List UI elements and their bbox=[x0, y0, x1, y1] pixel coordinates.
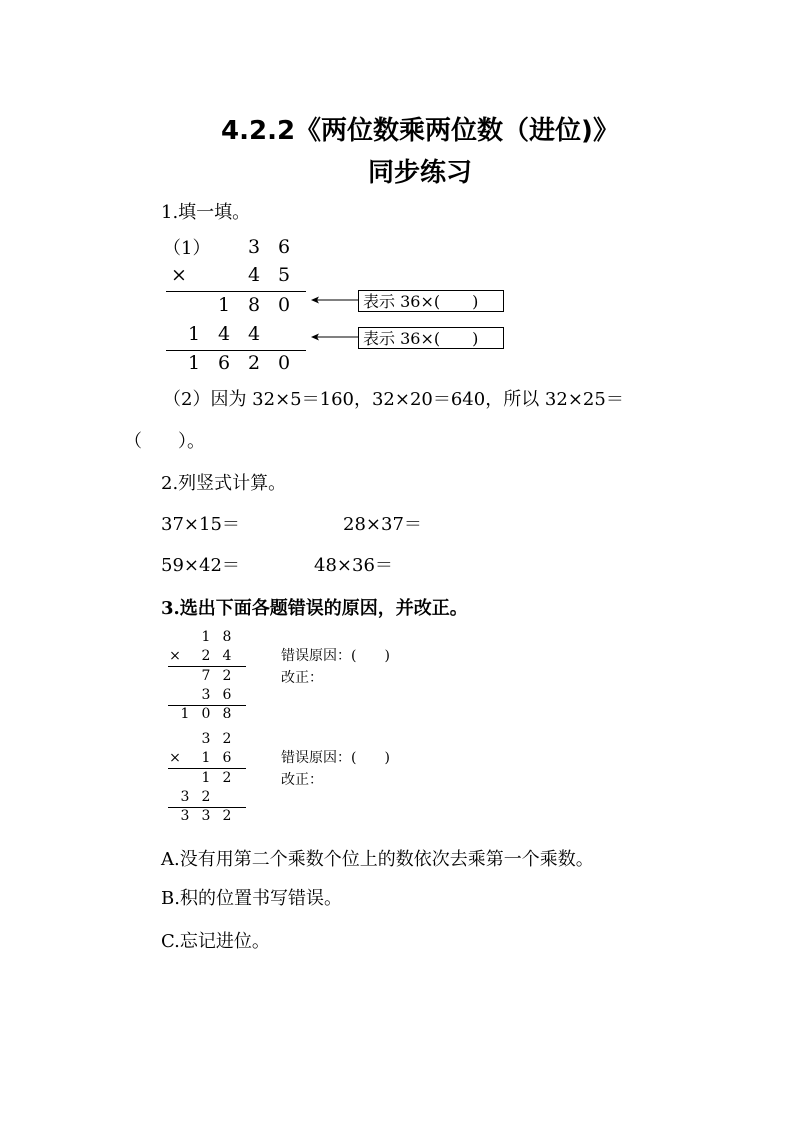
problem: 48×36＝ bbox=[314, 555, 393, 576]
problem: 37×15＝ bbox=[161, 514, 240, 535]
digit: 3 bbox=[201, 687, 211, 703]
partial2-digit: 1 bbox=[187, 323, 201, 345]
digit: 2 bbox=[222, 668, 232, 684]
digit: 4 bbox=[222, 648, 232, 664]
digit: 3 bbox=[201, 808, 211, 824]
problem: 28×37＝ bbox=[343, 514, 422, 535]
product-digit: 6 bbox=[217, 352, 231, 374]
digit: 6 bbox=[222, 750, 232, 766]
digit: 3 bbox=[180, 808, 190, 824]
arrow-left-icon bbox=[310, 331, 360, 343]
digit: 1 bbox=[180, 706, 190, 722]
product-digit: 2 bbox=[247, 352, 261, 374]
digit: 3 bbox=[180, 789, 190, 805]
section2-heading: 2.列竖式计算。 bbox=[161, 473, 287, 494]
reason-label: 错误原因：( ) bbox=[281, 750, 390, 766]
digit: 7 bbox=[201, 668, 211, 684]
part2-question-line2: （ ）。 bbox=[124, 431, 205, 452]
digit: 8 bbox=[222, 706, 232, 722]
digit: 1 bbox=[201, 629, 211, 645]
digit: 0 bbox=[201, 706, 211, 722]
partial2-digit: 4 bbox=[247, 323, 261, 345]
times-sign: × bbox=[171, 264, 187, 286]
digit: 6 bbox=[222, 687, 232, 703]
result-line-2 bbox=[166, 350, 306, 351]
option-b: B.积的位置书写错误。 bbox=[161, 888, 342, 909]
reason-label: 错误原因：( ) bbox=[281, 648, 390, 664]
option-a: A.没有用第二个乘数个位上的数依次去乘第一个乘数。 bbox=[161, 849, 594, 870]
digit: 1 bbox=[201, 770, 211, 786]
multiplicand-ones: 6 bbox=[277, 236, 291, 258]
multiplicand-tens: 3 bbox=[247, 236, 261, 258]
digit: 2 bbox=[222, 731, 232, 747]
digit: 8 bbox=[222, 629, 232, 645]
partial1-digit: 1 bbox=[217, 294, 231, 316]
multiplier-ones: 5 bbox=[277, 264, 291, 286]
partial2-digit: 4 bbox=[217, 323, 231, 345]
problem: 59×42＝ bbox=[161, 555, 240, 576]
result-line bbox=[168, 666, 246, 667]
page-subtitle: 同步练习 bbox=[367, 158, 472, 188]
digit: 3 bbox=[201, 731, 211, 747]
digit: 2 bbox=[201, 789, 211, 805]
times-sign: × bbox=[169, 750, 181, 766]
annotation-box-1: 表示 36×( ) bbox=[358, 290, 504, 312]
page-title: 4.2.2《两位数乘两位数（进位)》 bbox=[221, 116, 619, 146]
multiplier-tens: 4 bbox=[247, 264, 261, 286]
option-c: C.忘记进位。 bbox=[161, 931, 270, 952]
digit: 2 bbox=[222, 808, 232, 824]
digit: 2 bbox=[222, 770, 232, 786]
section3-heading: 3.选出下面各题错误的原因，并改正。 bbox=[161, 598, 468, 619]
digit: 1 bbox=[201, 750, 211, 766]
partial1-digit: 0 bbox=[277, 294, 291, 316]
section1-heading: 1.填一填。 bbox=[161, 202, 251, 223]
part1-label: （1） bbox=[163, 238, 211, 259]
fix-label: 改正： bbox=[281, 772, 323, 788]
arrow-left-icon bbox=[310, 294, 360, 306]
result-line-1 bbox=[166, 291, 306, 292]
fix-label: 改正： bbox=[281, 670, 323, 686]
times-sign: × bbox=[169, 648, 181, 664]
product-digit: 0 bbox=[277, 352, 291, 374]
digit: 2 bbox=[201, 648, 211, 664]
result-line bbox=[168, 768, 246, 769]
part2-question-line1: （2）因为 32×5＝160，32×20＝640，所以 32×25＝ bbox=[163, 389, 624, 410]
product-digit: 1 bbox=[187, 352, 201, 374]
partial1-digit: 8 bbox=[247, 294, 261, 316]
annotation-box-2: 表示 36×( ) bbox=[358, 327, 504, 349]
